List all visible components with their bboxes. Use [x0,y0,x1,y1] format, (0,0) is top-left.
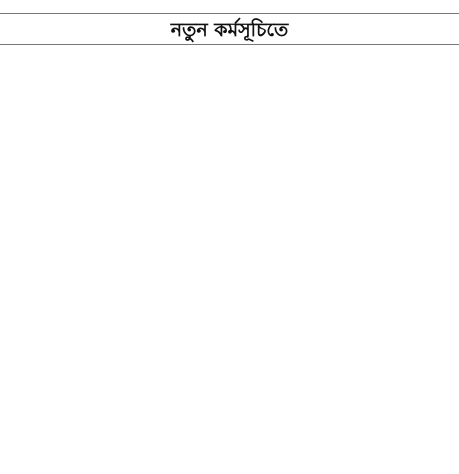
clipped-previous-text [0,0,459,14]
article-body [6,48,454,472]
article-headline: নতুন কর্মসূচিতে [170,19,289,41]
headline-divider [0,44,459,45]
